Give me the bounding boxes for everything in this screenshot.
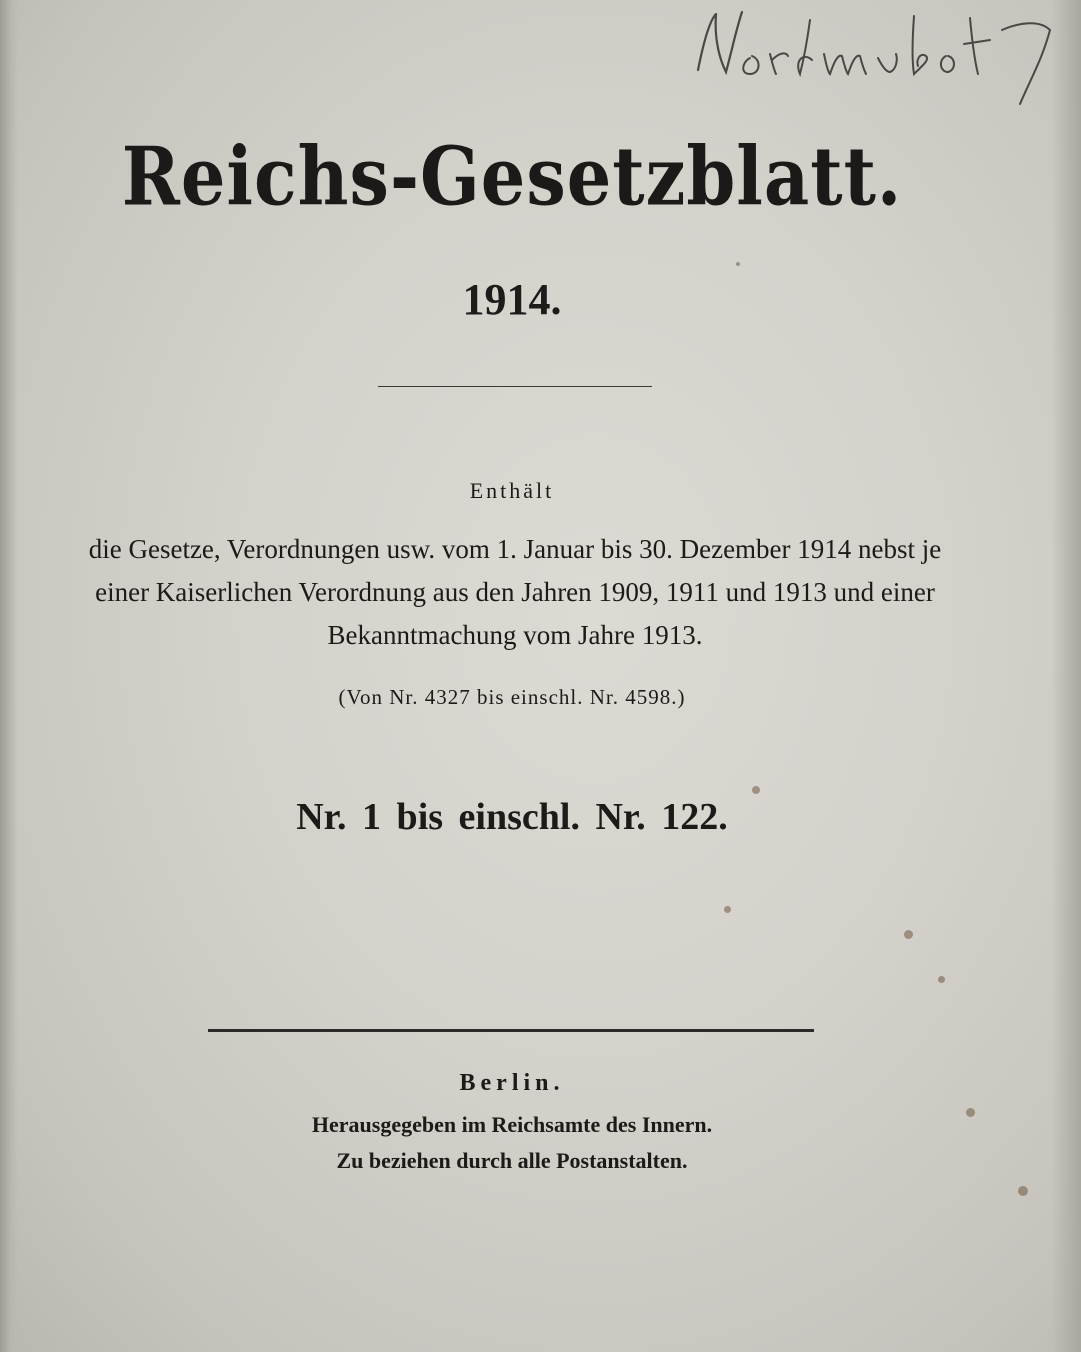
issue-range: Nr. 1 bis einschl. Nr. 122. (296, 796, 728, 838)
foxing-spot (752, 786, 760, 794)
foxing-spot (938, 976, 945, 983)
foxing-spot (736, 262, 740, 266)
publication-place: Berlin. (459, 1070, 565, 1096)
handwritten-signature (690, 0, 1060, 110)
document-year: 1914. (462, 275, 562, 324)
number-range: (Von Nr. 4327 bis einschl. Nr. 4598.) (338, 685, 686, 709)
foxing-spot (1018, 1186, 1028, 1196)
contains-label: Enthält (469, 478, 555, 503)
publisher-line: Herausgegeben im Reichsamte des Innern. (311, 1112, 713, 1137)
availability-line: Zu beziehen durch alle Postanstalten. (336, 1148, 688, 1173)
document-title: Reichs-Gesetzblatt. (121, 128, 903, 225)
contents-description: die Gesetze, Verordnungen usw. vom 1. Januar bis 30. Dezember 1914 nebst je einer Kaiserlichen Verordnung aus den Jahren 1909, 1911 und 1913 und einer Bekanntmachung vom Jahre 1913. (88, 534, 942, 650)
page-right-edge (1051, 0, 1081, 1352)
short-divider (378, 386, 652, 387)
foxing-spot (966, 1108, 975, 1117)
foxing-spot (724, 906, 731, 913)
long-divider (208, 1029, 814, 1032)
foxing-spot (904, 930, 913, 939)
